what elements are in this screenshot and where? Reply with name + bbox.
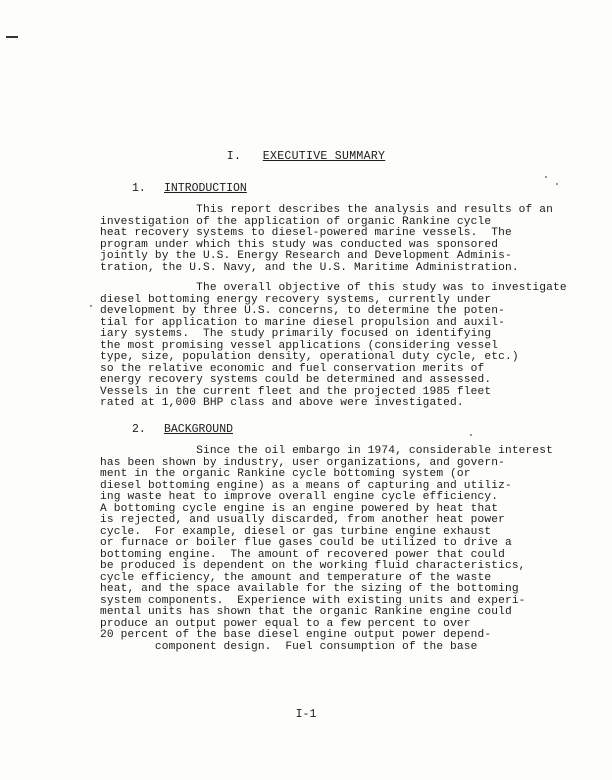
scan-speck — [470, 434, 472, 436]
scan-speck — [556, 183, 558, 185]
introduction-number: 1. — [132, 182, 146, 195]
introduction-heading — [132, 182, 247, 195]
section-title-text: EXECUTIVE SUMMARY — [262, 150, 386, 163]
introduction-paragraph-1: This report describes the analysis and results of an investigation of the application of organic Rankine cycle heat recovery systems to diesel-powered marine vessels. The program under which this study was conducted was sponsored jointly by the U.S. Energy Research and Development Adminis- tration, the U.S. Navy, and the U.S. Maritime Administration. — [100, 204, 553, 274]
introduction-title: INTRODUCTION — [164, 182, 247, 195]
margin-mark — [6, 36, 18, 38]
page-number: I-1 — [295, 708, 317, 721]
background-paragraph: Since the oil embargo in 1974, considerable interest has been shown by industry, user organizations, and govern- ment in the organic Rankine cycle bottoming system (or diesel bottoming engine) as a means of capturing and utiliz- ing waste heat to improve overall engine cycle efficiency. A bottoming cycle engine is an engine powered by heat that is rejected, and usually discarded, from another heat power cycle. For example, diesel or gas turbine engine exhaust or furnace or boiler flue gases could be utilized to drive a bottoming engine. The amount of recovered power that could be produced is dependent on the working fluid characteristics, cycle efficiency, the amount and temperature of the waste heat, and the space available for the sizing of the bottoming system components. Experience with existing units and experi- mental units has shown that the organic Rankine engine could produce an output power equal to a few percent to over 20 percent of the base diesel engine output power depend- component design. Fuel consumption of the base — [100, 445, 553, 653]
introduction-paragraph-2: The overall objective of this study was to investigate diesel bottoming energy recovery systems, currently under development by three U.S. concerns, to determine the poten- tial for application to marine diesel propulsion and auxil- iary systems. The study primarily focused on identifying the most promising vessel applications (considering vessel type, size, population density, operational duty cycle, etc.) so the relative economic and fuel conservation merits of energy recovery systems could be determined and assessed. Vessels in the current fleet and the projected 1985 fleet rated at 1,000 BHP class and above were investigated. — [100, 282, 567, 409]
section-title — [0, 150, 612, 163]
background-heading — [132, 423, 233, 436]
background-number: 2. — [132, 423, 146, 436]
scan-speck — [545, 176, 547, 178]
scan-speck — [90, 305, 92, 307]
background-title: BACKGROUND — [164, 423, 234, 436]
section-title-number: I. — [226, 150, 242, 163]
